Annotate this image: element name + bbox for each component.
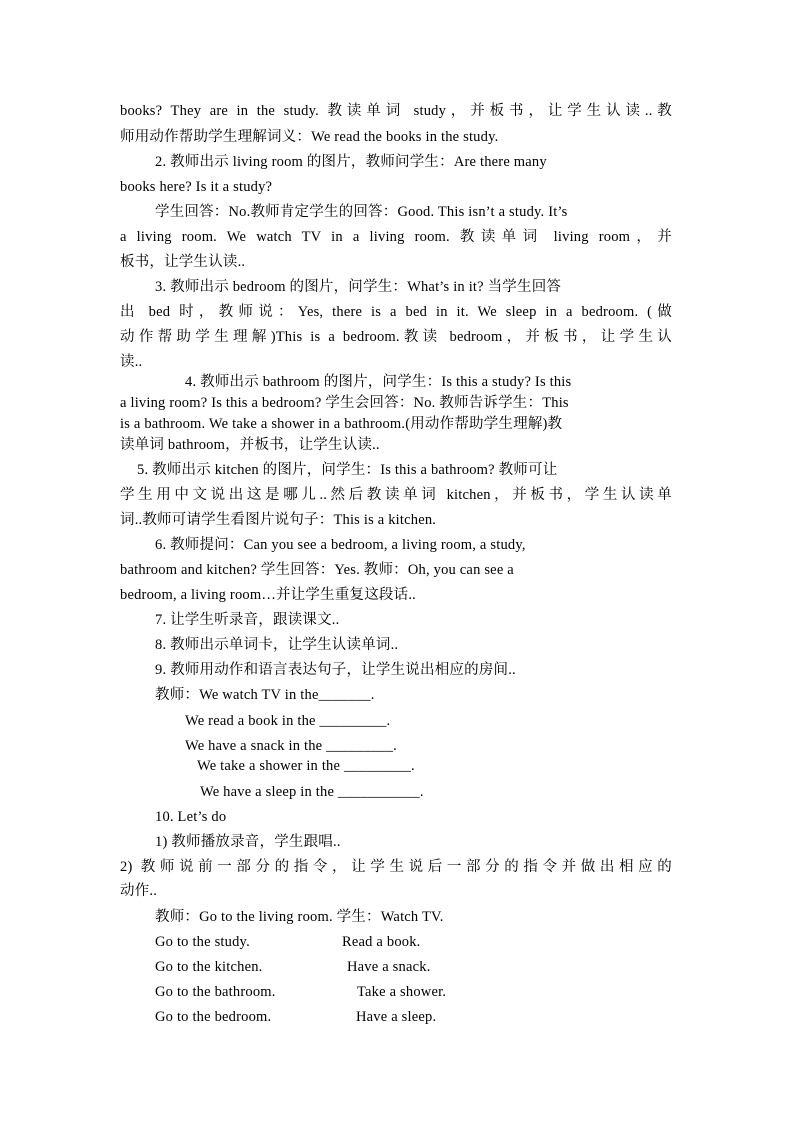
- text-line: We have a sleep in the ___________.: [200, 784, 424, 800]
- text-line: 10. Let’s do: [155, 809, 227, 825]
- command-text: Go to the bedroom.: [155, 1009, 272, 1025]
- text-line: books? They are in the study. 教读单词 study，并板书，让学生认读..教: [120, 103, 672, 119]
- text-line: 7. 让学生听录音，跟读课文..: [155, 612, 340, 628]
- text-line: 3. 教师出示 bedroom 的图片，问学生：What’s in it? 当学生回答: [155, 279, 562, 295]
- response-text: Have a sleep.: [356, 1009, 437, 1025]
- text-line: 6. 教师提问：Can you see a bedroom, a living room, a study,: [155, 537, 526, 553]
- text-line: 2. 教师出示 living room 的图片，教师问学生：Are there many: [155, 154, 547, 170]
- text-line: We have a snack in the _________.: [185, 738, 398, 754]
- response-text: Read a book.: [342, 934, 421, 950]
- text-line: 学生用中文说出这是哪儿..然后教读单词 kitchen，并板书，学生认读单: [120, 487, 672, 503]
- text-line: 师用动作帮助学生理解词义：We read the books in the study.: [120, 129, 499, 145]
- text-line: 读..: [120, 354, 143, 370]
- text-line: 出 bed 时，教师说：Yes, there is a bed in it. We sleep in a bedroom. (做: [120, 304, 672, 320]
- text-line: 动作..: [120, 883, 158, 899]
- text-line: 教师：Go to the living room. 学生：Watch TV.: [155, 909, 444, 925]
- command-text: Go to the kitchen.: [155, 959, 263, 975]
- command-text: Go to the study.: [155, 934, 250, 950]
- response-text: Have a snack.: [347, 959, 431, 975]
- text-line: bedroom, a living room…并让学生重复这段话..: [120, 587, 416, 603]
- text-line: 板书，让学生认读..: [120, 254, 246, 270]
- text-line: We take a shower in the _________.: [197, 758, 415, 774]
- text-line: a living room. We watch TV in a living room. 教读单词 living room，并: [120, 229, 672, 245]
- text-line: 动作帮助学生理解)This is a bedroom.教读 bedroom，并板书，让学生认: [120, 329, 672, 345]
- text-line: 读单词 bathroom，并板书，让学生认读..: [120, 437, 380, 453]
- text-line: a living room? Is this a bedroom? 学生会回答：No. 教师告诉学生：This: [120, 395, 569, 411]
- text-line: 学生回答：No.教师肯定学生的回答：Good. This isn’t a study. It’s: [155, 204, 568, 220]
- text-line: 8. 教师出示单词卡，让学生认读单词..: [155, 637, 399, 653]
- text-line: 2) 教师说前一部分的指令，让学生说后一部分的指令并做出相应的: [120, 859, 672, 875]
- text-line: bathroom and kitchen? 学生回答：Yes. 教师：Oh, you can see a: [120, 562, 514, 578]
- text-line: We read a book in the _________.: [185, 713, 391, 729]
- text-line: 5. 教师出示 kitchen 的图片，问学生：Is this a bathroom? 教师可让: [137, 462, 558, 478]
- text-line: is a bathroom. We take a shower in a bathroom.(用动作帮助学生理解)教: [120, 416, 563, 432]
- text-line: 9. 教师用动作和语言表达句子，让学生说出相应的房间..: [155, 662, 516, 678]
- text-line: 4. 教师出示 bathroom 的图片，问学生：Is this a study? Is this: [185, 374, 572, 390]
- response-text: Take a shower.: [357, 984, 447, 1000]
- text-line: books here? Is it a study?: [120, 179, 273, 195]
- text-line: 词..教师可请学生看图片说句子：This is a kitchen.: [120, 512, 437, 528]
- text-line: 教师：We watch TV in the_______.: [155, 687, 375, 703]
- text-line: 1) 教师播放录音，学生跟唱..: [155, 834, 341, 850]
- command-text: Go to the bathroom.: [155, 984, 276, 1000]
